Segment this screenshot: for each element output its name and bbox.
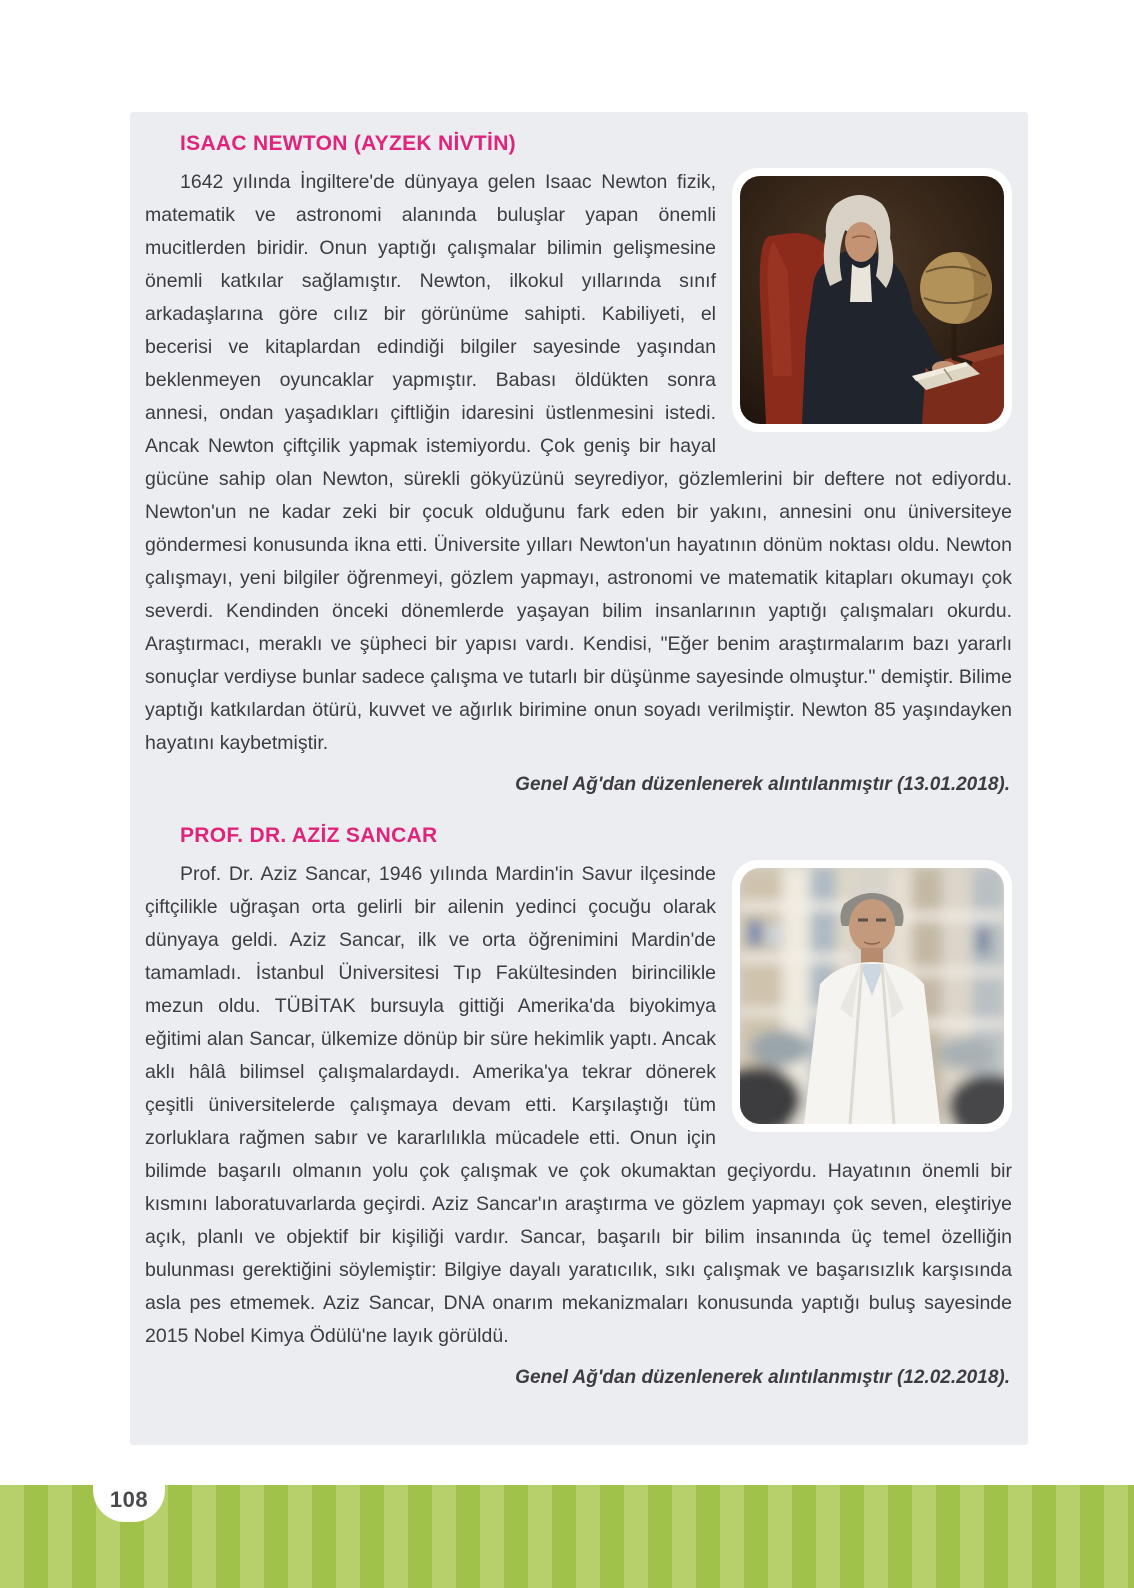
footer-stripe-band (0, 1485, 1134, 1588)
aziz-sancar-photo-image (740, 868, 1004, 1124)
newton-heading: ISAAC NEWTON (AYZEK NİVTİN) (180, 132, 516, 155)
page-number: 108 (109, 1487, 149, 1512)
newton-citation: Genel Ağ'dan düzenlenerek alıntılanmıştır (13.01.2018). (515, 774, 1010, 795)
sancar-body-text: Prof. Dr. Aziz Sancar, 1946 yılında Mardin'in Savur ilçesinde çiftçilikle uğraşan orta gelirli bir ailenin yedinci çocuğu olarak dünyaya geldi. Aziz Sancar, ilk ve orta öğrenimini Mardin'de tamamladı. İstanbul Üniversitesi Tıp Fakültesinden birincilikle mezun oldu. TÜBİTAK bursuyla gittiği Amerika'da biyokimya eğitimi alan Sancar, ülkemize dönüp bir süre hekimlik yaptı. Ancak aklı hâlâ bilimsel çalışmalardaydı. Amerika'ya tekrar dönerek çeşitli üniversitelerde çalışmaya devam etti. Karşılaştığı tüm zorluklara rağmen sabır ve kararlılıkla mücadele etti. Onun için bilimde başarılı olmanın yolu çok çalışmak ve çok okumaktan geçiyordu. Hayatının önemli bir kısmını laboratuvarlarda geçirdi. Aziz Sancar'ın araştırma ve gözlem yapmayı çok seven, eleştiriye açık, planlı ve objektif bir kişiliği vardır. Sancar, başarılı bir bilim insanında üç temel özelliğin bulunması gerektiğini söylemiştir: Bilgiye dayalı yaratıcılık, sıkı çalışmak ve başarısızlık karşısında asla pes etmemek. Aziz Sancar, DNA onarım mekanizmaları konusunda yaptığı buluş sayesinde 2015 Nobel Kimya Ödülü'ne layık görüldü. (145, 863, 1012, 1347)
newton-portrait-image (740, 176, 1004, 424)
sancar-heading: PROF. DR. AZİZ SANCAR (180, 824, 438, 847)
section-newton (145, 132, 1012, 796)
section-sancar (145, 824, 1012, 1389)
sancar-citation: Genel Ağ'dan düzenlenerek alıntılanmıştır (12.02.2018). (515, 1367, 1010, 1388)
sancar-photo-frame (732, 860, 1012, 1132)
newton-body-text: 1642 yılında İngiltere'de dünyaya gelen Isaac Newton fizik, matematik ve astronomi alanında buluşlar yapan önemli mucitlerden biridir. Onun yaptığı çalışmalar bilimin gelişmesine önemli katkılar sağlamıştır. Newton, ilkokul yıllarında sınıf arkadaşlarına göre cılız bir görünüme sahipti. Kabiliyeti, el becerisi ve kitaplardan edindiği bilgiler sayesinde yaşından beklenmeyen oyuncaklar yapmıştır. Babası öldükten sonra annesi, ondan yaşadıkları çiftliğin idaresini üstlenmesini istedi. Ancak Newton çiftçilik yapmak istemiyordu. Çok geniş bir hayal gücüne sahip olan Newton, sürekli gökyüzünü seyrediyor, gözlemlerini bir deftere not ediyordu. Newton'un ne kadar zeki bir çocuk olduğunu fark eden bir yakını, annesini onu üniversiteye göndermesi konusunda ikna etti. Üniversite yılları Newton'un hayatının dönüm noktası oldu. Newton çalışmayı, yeni bilgiler öğrenmeyi, gözlem yapmayı, astronomi ve matematik kitapları okumayı çok severdi. Kendinden önceki dönemlerde yaşayan bilim insanlarının yaptığı çalışmaları okurdu. Araştırmacı, meraklı ve şüpheci bir yapısı vardı. Kendisi, "Eğer benim araştırmalarım bazı yararlı sonuçlar verdiyse bunlar sadece çalışma ve tutarlı bir düşünme sayesinde olmuştur." demiştir. Bilime yaptığı katkılardan ötürü, kuvvet ve ağırlık birimine onun soyadı verilmiştir. Newton 85 yaşındayken hayatını kaybetmiştir. (145, 171, 1012, 754)
newton-portrait-frame (732, 168, 1012, 432)
content-panel (130, 112, 1028, 1445)
